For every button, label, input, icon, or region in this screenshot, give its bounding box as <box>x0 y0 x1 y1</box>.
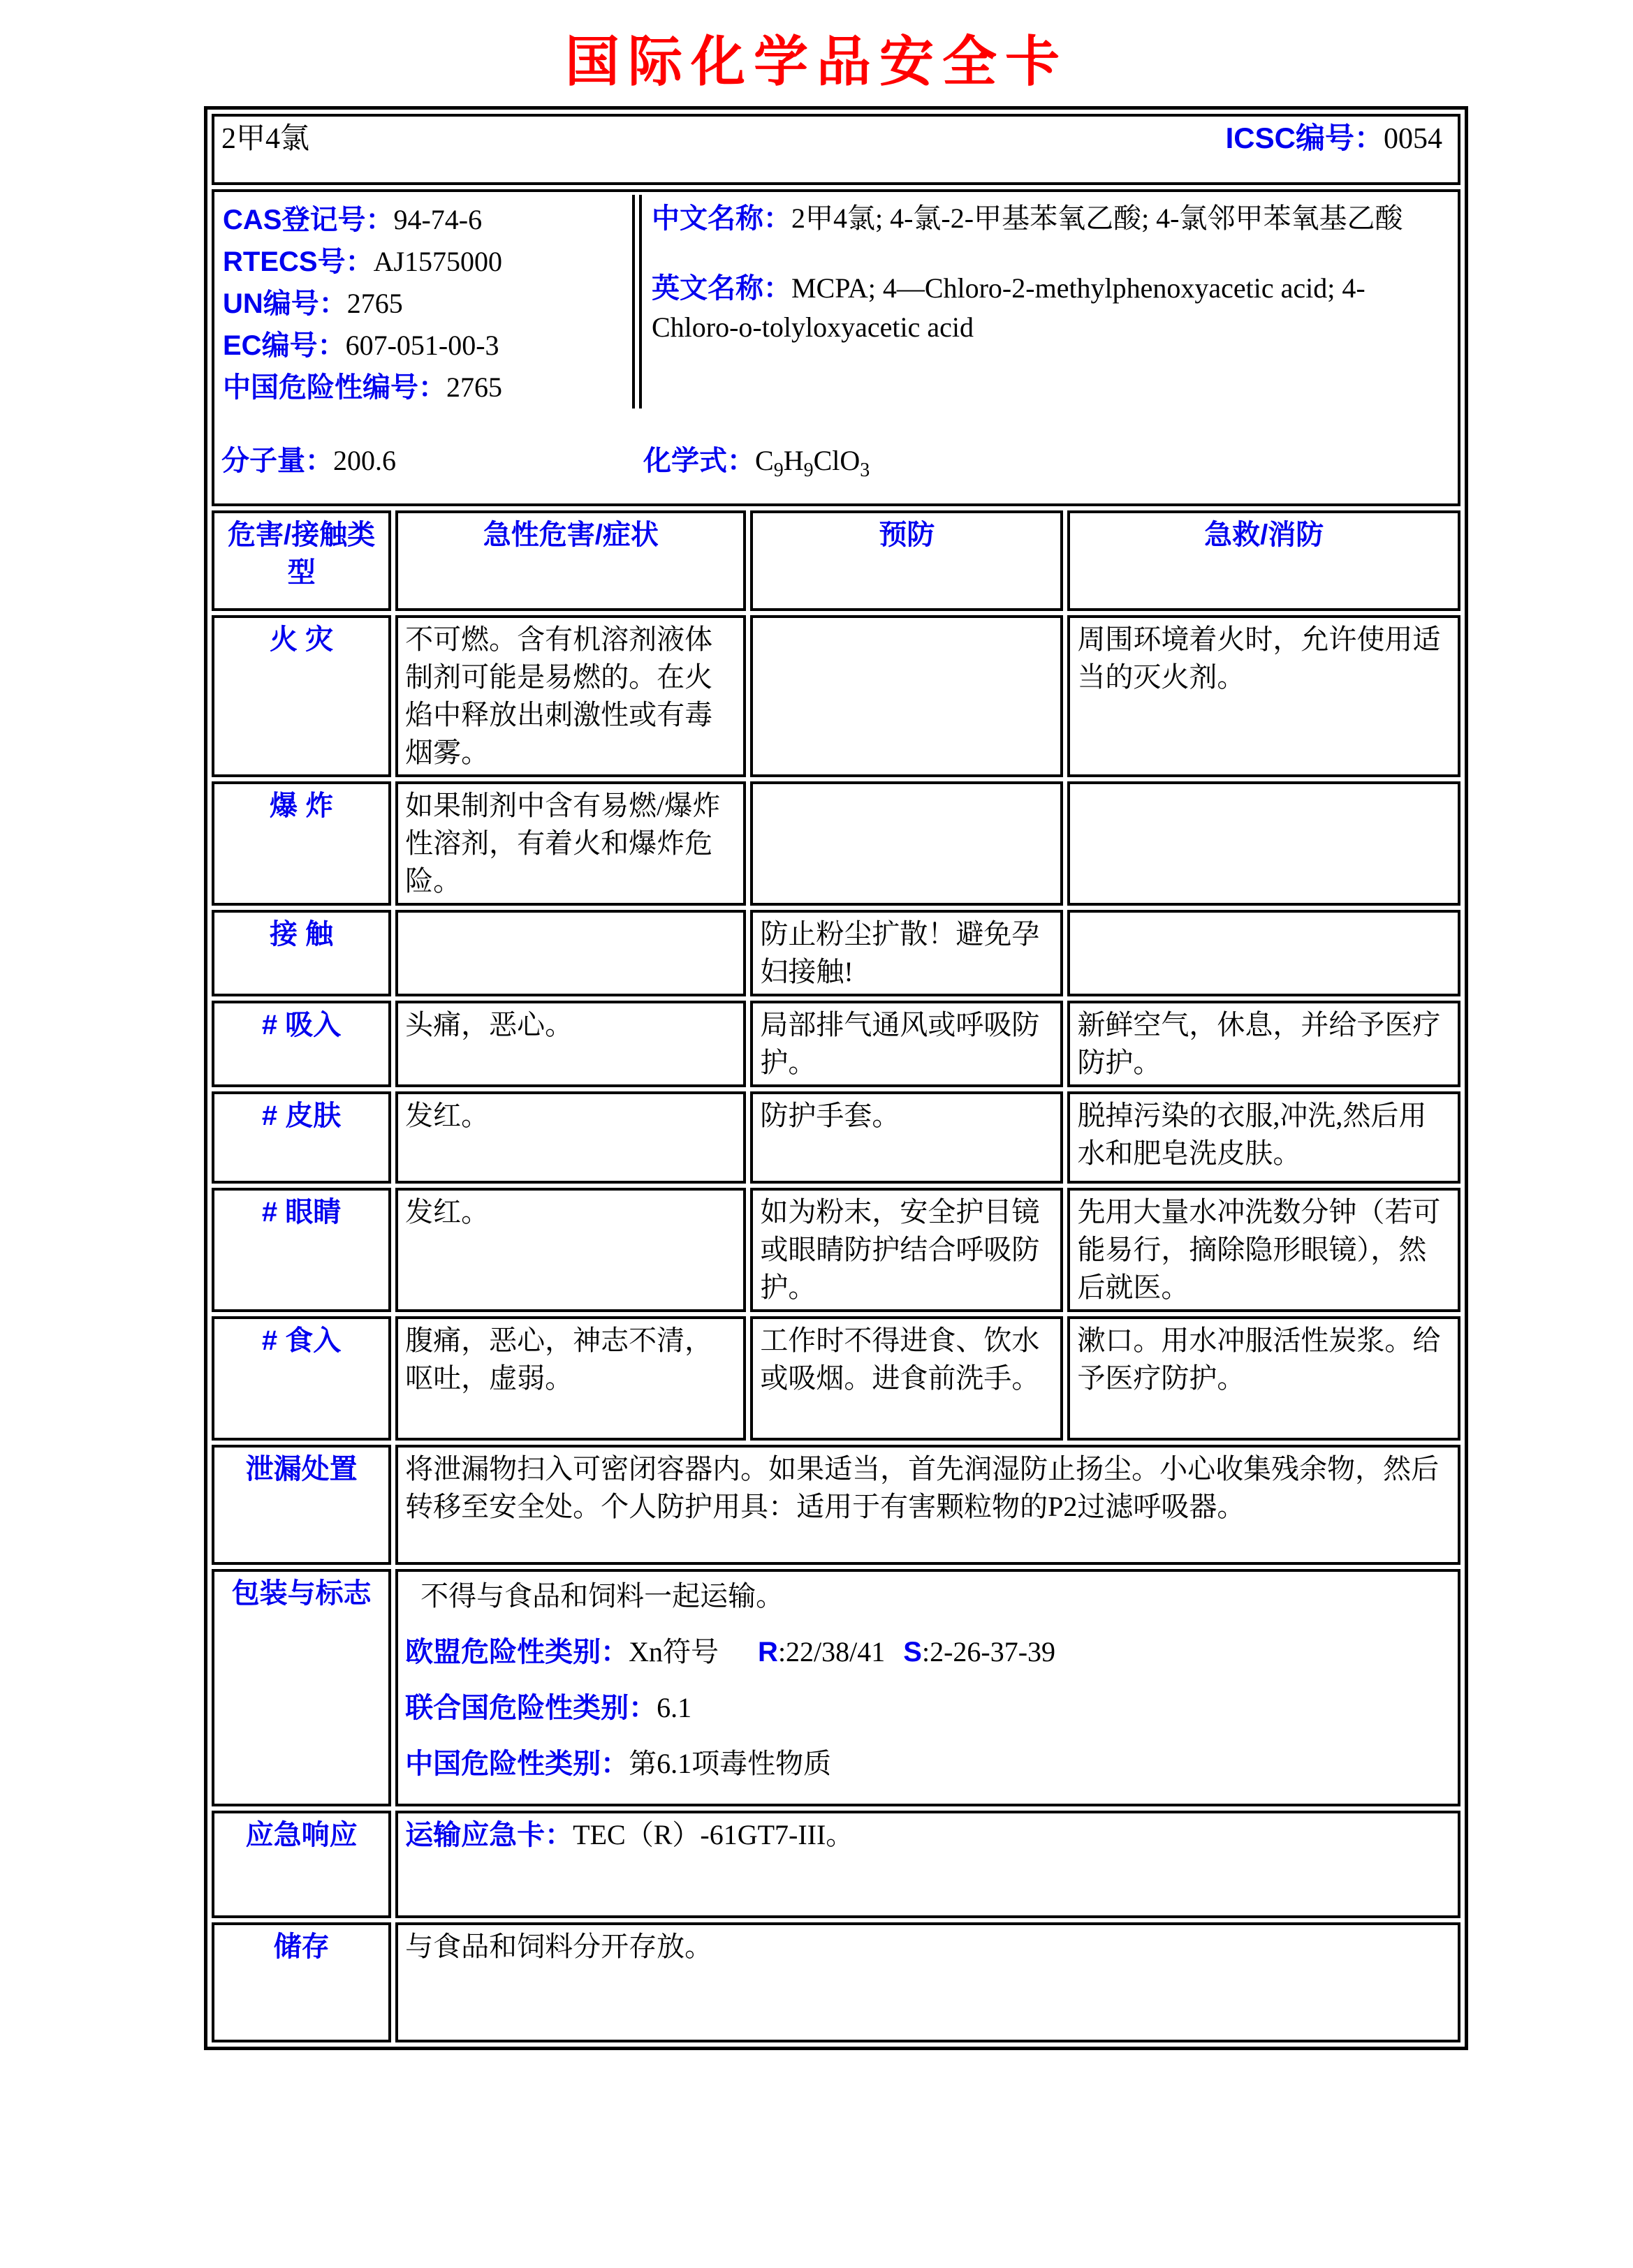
chinese-name: 中文名称：2甲4氯; 4-氯-2-甲基苯氧乙酸; 4-氯邻甲苯氧基乙酸 <box>652 202 1403 234</box>
header-prevention: 预防 <box>750 510 1063 611</box>
un-hazard-class: 联合国危险性类别：6.1 <box>405 1692 692 1723</box>
spill-text: 将泄漏物扫入可密闭容器内。如果适当，首先润湿防止扬尘。小心收集残余物，然后转移至安全处。个人防护用具：适用于有害颗粒物的P2过滤呼吸器。 <box>395 1445 1460 1565</box>
r-phrase-value: :22/38/41 <box>777 1636 886 1667</box>
eyes-label: # 眼睛 <box>212 1188 391 1312</box>
safety-card-table <box>204 106 1468 2050</box>
row-eyes <box>212 1188 1460 1312</box>
inhalation-prevention: 局部排气通风或呼吸防护。 <box>750 1001 1063 1087</box>
cas-number: CAS登记号：94-74-6 <box>223 204 483 235</box>
ingestion-label: # 食入 <box>212 1316 391 1441</box>
row-inhalation <box>212 1001 1460 1087</box>
r-phrase-label: R <box>758 1637 778 1667</box>
header-firstaid: 急救/消防 <box>1067 510 1460 611</box>
contact-symptoms <box>395 910 746 996</box>
s-phrase-label: S <box>903 1637 922 1667</box>
ingestion-firstaid: 漱口。用水冲服活性炭浆。给予医疗防护。 <box>1067 1316 1460 1441</box>
contact-firstaid <box>1067 910 1460 996</box>
row-explosion <box>212 781 1460 906</box>
explosion-label: 爆 炸 <box>212 781 391 906</box>
skin-prevention: 防护手套。 <box>750 1091 1063 1184</box>
emergency-content <box>395 1811 1460 1918</box>
storage-text: 与食品和饲料分开存放。 <box>395 1922 1460 2042</box>
page-title: 国际化学品安全卡 <box>564 31 1068 92</box>
skin-symptoms: 发红。 <box>395 1091 746 1184</box>
ec-number: EC编号：607-051-00-3 <box>223 330 499 361</box>
row-ingestion <box>212 1316 1460 1441</box>
icsc-value: 0054 <box>1384 123 1442 155</box>
row-emergency <box>212 1811 1460 1918</box>
china-hazard-class: 中国危险性类别：第6.1项毒性物质 <box>405 1748 832 1779</box>
inhalation-firstaid: 新鲜空气，休息，并给予医疗防护。 <box>1067 1001 1460 1087</box>
explosion-firstaid <box>1067 781 1460 906</box>
china-hazard-number: 中国危险性编号：2765 <box>223 371 502 403</box>
packaging-label: 包装与标志 <box>212 1569 391 1806</box>
explosion-prevention <box>750 781 1063 906</box>
transport-note: 不得与食品和饲料一起运输。 <box>420 1580 784 1612</box>
icsc-number <box>1226 119 1451 158</box>
ingestion-prevention: 工作时不得进食、饮水或吸烟。进食前洗手。 <box>750 1316 1063 1441</box>
skin-firstaid: 脱掉污染的衣服,冲洗,然后用水和肥皂洗皮肤。 <box>1067 1091 1460 1184</box>
row-fire <box>212 615 1460 777</box>
fire-prevention <box>750 615 1063 777</box>
skin-label: # 皮肤 <box>212 1091 391 1184</box>
english-name: 英文名称：MCPA; 4—Chloro-2-methylphenoxyacetic acid; 4-Chloro-o-tolyloxyacetic acid <box>652 272 1365 343</box>
explosion-symptoms: 如果制剂中含有易燃/爆炸性溶剂，有着火和爆炸危险。 <box>395 781 746 906</box>
chemical-formula: 化学式：$C_9H_9ClO_3$ <box>643 445 870 481</box>
header-acute-symptoms: 急性危害/症状 <box>395 510 746 611</box>
grid-header-row <box>212 510 1460 611</box>
emergency-label: 应急响应 <box>212 1811 391 1918</box>
eyes-firstaid: 先用大量水冲洗数分钟（若可能易行，摘除隐形眼镜），然后就医。 <box>1067 1188 1460 1312</box>
fire-firstaid: 周围环境着火时，允许使用适当的灭火剂。 <box>1067 615 1460 777</box>
contact-label: 接 触 <box>212 910 391 996</box>
contact-prevention: 防止粉尘扩散！避免孕妇接触! <box>750 910 1063 996</box>
eyes-prevention: 如为粉末，安全护目镜或眼睛防护结合呼吸防护。 <box>750 1188 1063 1312</box>
row-contact <box>212 910 1460 996</box>
info-row <box>212 189 1460 506</box>
inhalation-label: # 吸入 <box>212 1001 391 1087</box>
chemical-name: 2甲4氯 <box>221 122 310 155</box>
id-numbers-block <box>221 195 635 408</box>
info-cell <box>212 189 1460 506</box>
header-hazard-type: 危害/接触类型 <box>212 510 391 611</box>
inhalation-symptoms: 头痛，恶心。 <box>395 1001 746 1087</box>
eyes-symptoms: 发红。 <box>395 1188 746 1312</box>
transport-card-label: 运输应急卡： <box>405 1820 573 1850</box>
spill-label: 泄漏处置 <box>212 1445 391 1565</box>
rtecs-number: RTECS号：AJ1575000 <box>223 246 503 277</box>
s-phrase-value: :2-26-37-39 <box>921 1636 1056 1667</box>
un-number: UN编号：2765 <box>223 288 403 319</box>
eu-hazard-class: 欧盟危险性类别：Xn符号 R:22/38/41 S:2-26-37-39 <box>405 1636 1056 1667</box>
names-block <box>639 195 1451 408</box>
molecular-weight: 分子量：200.6 <box>221 445 396 476</box>
card-title-row <box>212 114 1460 185</box>
icsc-label: ICSC编号： <box>1225 122 1384 154</box>
row-spill <box>212 1445 1460 1565</box>
card-title-cell <box>212 114 1460 185</box>
row-storage <box>212 1922 1460 2042</box>
transport-card-value: TEC（R）-61GT7-III。 <box>573 1819 854 1850</box>
packaging-content <box>395 1569 1460 1806</box>
ingestion-symptoms: 腹痛，恶心，神志不清，呕吐，虚弱。 <box>395 1316 746 1441</box>
row-packaging <box>212 1569 1460 1806</box>
row-skin <box>212 1091 1460 1184</box>
fire-symptoms: 不可燃。含有机溶剂液体制剂可能是易燃的。在火焰中释放出刺激性或有毒烟雾。 <box>395 615 746 777</box>
fire-label: 火 灾 <box>212 615 391 777</box>
storage-label: 储存 <box>212 1922 391 2042</box>
